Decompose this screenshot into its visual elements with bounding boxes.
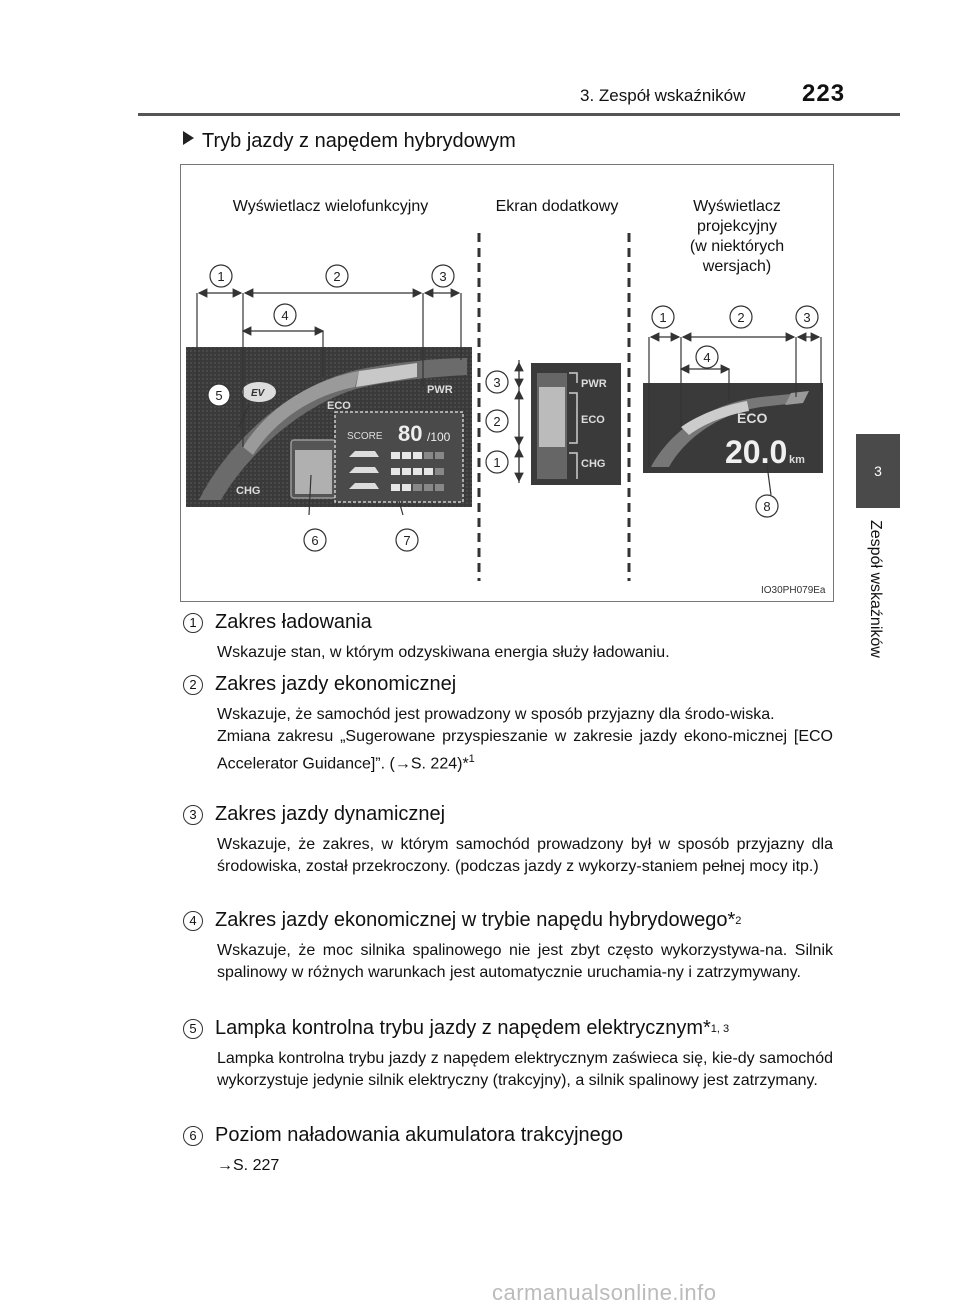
item-body: Lampka kontrolna trybu jazdy z napędem elektrycznym zaświeca się, kie-dy samochód wykorzystuje jedynie silnik elektryczny (trakcyjny), a silnik spalinowy jest zatrzymany. — [217, 1050, 833, 1089]
watermark: carmanualsonline.info — [492, 1280, 717, 1305]
hud-eco-label: ECO — [737, 410, 768, 426]
chg-label: CHG — [236, 485, 261, 497]
legend-item-3 — [183, 803, 833, 878]
item-body: →S. 227 — [217, 1157, 280, 1174]
callout-1: 1 — [217, 269, 225, 284]
pwr-label: PWR — [581, 378, 607, 390]
item-body-line: Wskazuje, że samochód jest prowadzony w sposób przyjazny dla środo-wiska. — [217, 706, 775, 723]
item-title: Zakres jazdy ekonomicznej — [215, 673, 457, 695]
callout-1: 1 — [493, 455, 501, 470]
figure — [180, 164, 834, 602]
legend-item-1 — [183, 611, 833, 664]
callout-1: 1 — [659, 310, 667, 325]
chapter-label — [866, 520, 890, 690]
item-number: 2 — [183, 675, 203, 695]
callout-5: 5 — [215, 388, 223, 403]
item-body-text: Zmiana zakresu „Sugerowane przyspieszanie w zakresie jazdy ekono-micznej [ECO Accelerator Guidance]”. (→S. 224)* — [217, 728, 833, 773]
footnote-ref: 1 — [468, 753, 475, 765]
item-number: 4 — [183, 911, 203, 931]
item-body: Wskazuje stan, w którym odzyskiwana energia służy ładowaniu. — [217, 644, 670, 661]
hud-speed-unit: km — [789, 454, 805, 466]
multi-display-panel — [186, 347, 472, 507]
item-title: Lampka kontrolna trybu jazdy z napędem elektrycznym* — [215, 1017, 711, 1039]
callout-3: 3 — [803, 310, 811, 325]
triangle-bullet-icon — [183, 131, 194, 145]
callout-2: 2 — [737, 310, 745, 325]
header-rule — [138, 113, 900, 116]
chapter-title: Zespół wskaźników — [867, 520, 884, 658]
item-title: Zakres jazdy ekonomicznej w trybie napędu hybrydowego* — [215, 909, 736, 931]
subheading-text: Tryb jazdy z napędem hybrydowym — [202, 130, 516, 152]
legend-item-2 — [183, 673, 833, 775]
page-number: 223 — [802, 80, 846, 107]
label-additional-screen: Ekran dodatkowy — [495, 198, 619, 215]
pwr-label: PWR — [427, 384, 453, 396]
ev-indicator-text: EV — [251, 388, 265, 399]
item-number: 6 — [183, 1126, 203, 1146]
chg-label: CHG — [581, 458, 606, 470]
subheading — [183, 130, 516, 153]
score-max: /100 — [427, 430, 451, 444]
legend-item-5 — [183, 1017, 833, 1092]
callout-4: 4 — [281, 308, 289, 323]
callout-8: 8 — [763, 499, 771, 514]
item-body-line — [217, 726, 833, 775]
footnote-ref: 2 — [735, 914, 742, 927]
section-title: 3. Zespół wskaźników — [580, 86, 746, 105]
item-title: Poziom naładowania akumulatora trakcyjnego — [215, 1124, 624, 1146]
chapter-tab: 3 — [856, 434, 900, 508]
label-hud-line: projekcyjny — [696, 218, 778, 235]
score-label: SCORE — [347, 431, 383, 442]
figure-illustration — [181, 165, 833, 601]
eco-label: ECO — [327, 400, 351, 412]
callout-4: 4 — [703, 350, 711, 365]
label-hud-line: wersjach) — [702, 258, 772, 275]
item-number: 5 — [183, 1019, 203, 1039]
legend-item-6 — [183, 1124, 833, 1177]
score-value: 80 — [398, 421, 423, 446]
figure-code: IO30PH079Ea — [761, 585, 826, 596]
additional-screen-panel — [531, 363, 621, 485]
callout-2: 2 — [493, 414, 501, 429]
item-body: Wskazuje, że zakres, w którym samochód prowadzony był w sposób przyjazny dla środowiska, został przekroczony. (podczas jazdy z wykorzy-staniem pełnej mocy itp.) — [217, 836, 833, 875]
page-header — [0, 0, 960, 118]
footnote-ref: 1, 3 — [710, 1022, 730, 1035]
item-number: 3 — [183, 805, 203, 825]
item-body — [217, 704, 833, 775]
callout-2: 2 — [333, 269, 341, 284]
callout-7: 7 — [403, 533, 411, 548]
callout-6: 6 — [311, 533, 319, 548]
callout-3: 3 — [439, 269, 447, 284]
item-title: Zakres ładowania — [215, 611, 372, 633]
legend-item-4 — [183, 909, 833, 984]
callout-3: 3 — [493, 375, 501, 390]
eco-label: ECO — [581, 414, 605, 426]
hud-speed-value: 20.0 — [725, 434, 788, 470]
item-body: Wskazuje, że moc silnika spalinowego nie jest zbyt często wykorzystywa-na. Silnik spalinowy w różnych warunkach jest automatycznie uruchamia-ny i zatrzymywany. — [217, 942, 833, 981]
label-multi-display: Wyświetlacz wielofunkcyjny — [232, 198, 429, 215]
label-hud-line: Wyświetlacz — [693, 198, 781, 215]
item-number: 1 — [183, 613, 203, 633]
item-title: Zakres jazdy dynamicznej — [215, 803, 446, 825]
label-hud-line: (w niektórych — [689, 238, 785, 255]
